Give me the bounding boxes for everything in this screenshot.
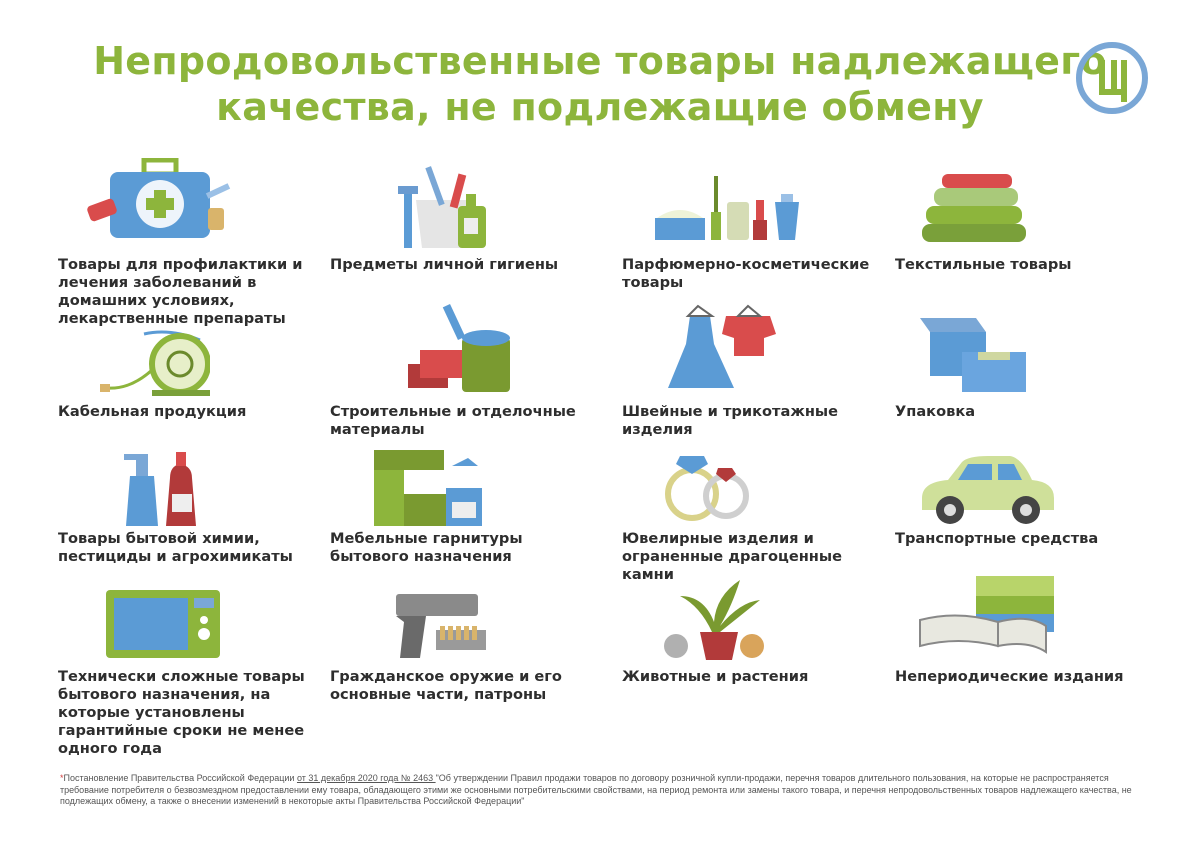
- item-label-textile: Текстильные товары: [895, 256, 1072, 273]
- item-label-medical: Товары для профилактики и лечения заболеваний в домашних условиях, лекарственные препараты: [58, 256, 303, 327]
- item-label-jewelry: Ювелирные изделия и ограненные драгоценные камни: [622, 530, 842, 583]
- microwave-icon: [104, 588, 222, 660]
- rings-icon: [660, 450, 756, 522]
- item-label-construction: Строительные и отделочные материалы: [330, 403, 576, 438]
- item-label-hygiene: Предметы личной гигиены: [330, 256, 559, 273]
- logo-icon: [1074, 40, 1150, 116]
- item-label-chemicals: Товары бытовой химии, пестициды и агрохимикаты: [58, 530, 293, 565]
- item-label-furniture: Мебельные гарнитуры бытового назначения: [330, 530, 523, 565]
- pets-plant-icon: [660, 576, 770, 662]
- footnote-date-link[interactable]: от 31 декабря 2020 года № 2463: [296, 773, 436, 783]
- item-label-animals: Животные и растения: [622, 668, 809, 685]
- clothes-icon: [668, 304, 778, 392]
- books-icon: [918, 574, 1058, 658]
- item-label-cosmetics: Парфюмерно-косметические товары: [622, 256, 870, 291]
- item-label-clothes: Швейные и трикотажные изделия: [622, 403, 839, 438]
- kitchen-furniture-icon: [372, 448, 484, 528]
- item-label-vehicles: Транспортные средства: [895, 530, 1099, 547]
- item-label-weapons: Гражданское оружие и его основные части, патроны: [330, 668, 562, 703]
- towels-icon: [918, 172, 1028, 244]
- item-label-packaging: Упаковка: [895, 403, 976, 420]
- footnote-lead: Постановление Правительства Российской Федерации: [63, 773, 297, 783]
- hygiene-items-icon: [390, 160, 500, 250]
- cosmetics-icon: [655, 172, 805, 242]
- pistol-icon: [382, 592, 494, 660]
- boxes-icon: [918, 314, 1030, 394]
- item-label-appliances: Технически сложные товары бытового назначения, на которые установлены гарантийные сроки не менее одного года: [58, 668, 305, 757]
- page-title: Непродовольственные товары надлежащего качества, не подлежащие обмену: [93, 39, 1107, 129]
- car-icon: [918, 454, 1058, 526]
- footnote: [60, 773, 1150, 808]
- footnote-text: "Об утверждении Правил продажи товаров по договору розничной купли-продажи, перечня товаров длительного пользования, на которые не распространяется требование потребителя о безвозмездном предоставлении ему товара, обладающего этими же основными потребительскими свойствами, на период ремонта или замены такого товара, и перечня непродовольственных товаров надлежащего качества, не подлежащих обмену, а также о внесении изменений в некоторые акты Правительства Российской Федерации": [60, 773, 1132, 806]
- first-aid-kit-icon: [86, 158, 236, 240]
- cable-reel-icon: [100, 330, 210, 398]
- chemicals-icon: [120, 450, 210, 528]
- footnote-star: *: [60, 773, 64, 783]
- paint-bricks-icon: [400, 302, 515, 394]
- item-label-cable: Кабельная продукция: [58, 403, 247, 420]
- item-label-books: Непериодические издания: [895, 668, 1124, 685]
